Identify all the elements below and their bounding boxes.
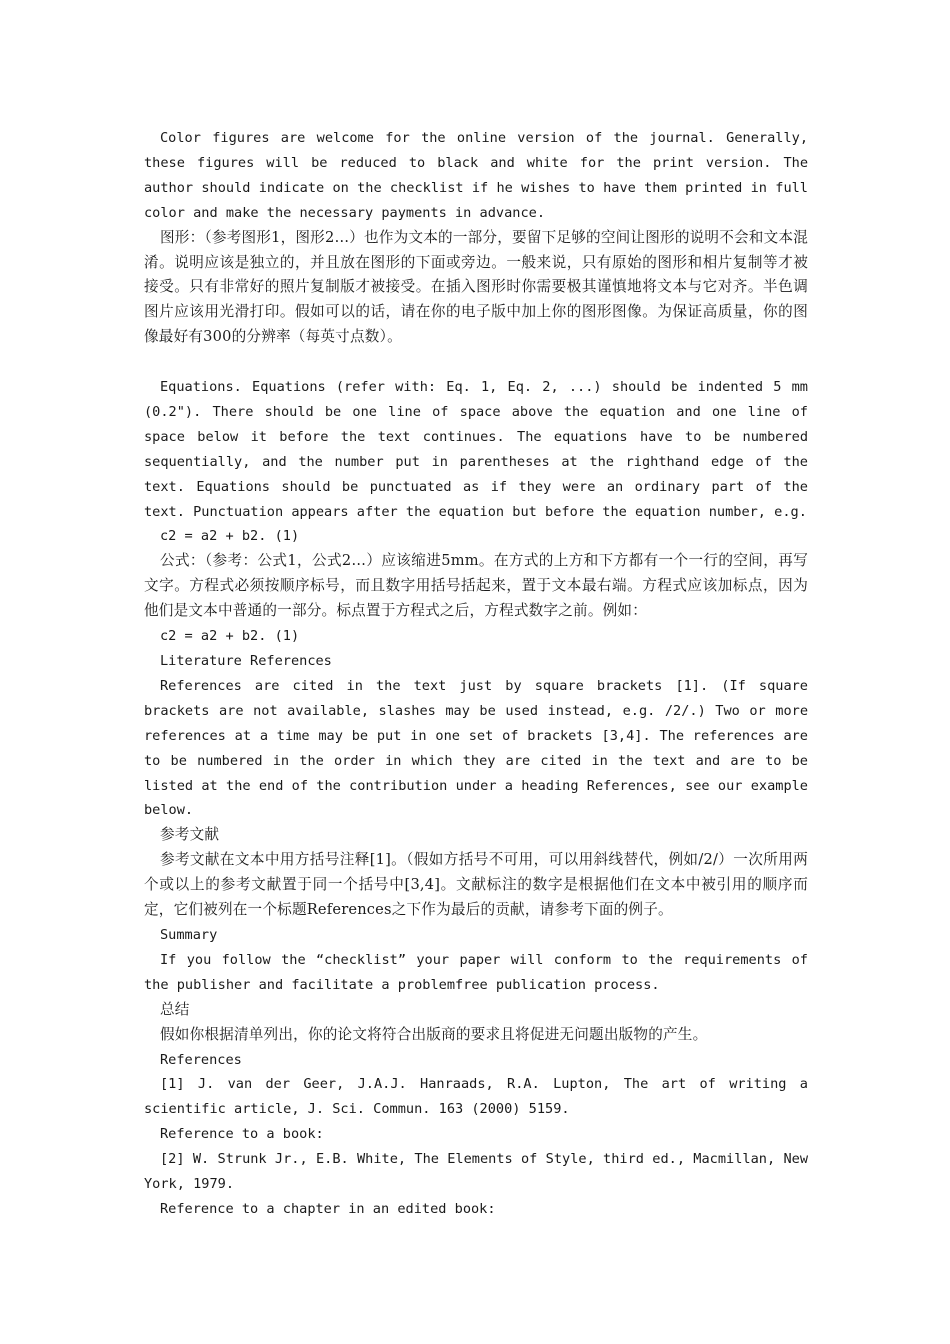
heading-references-zh: 参考文献 — [160, 826, 220, 844]
paragraph-equations: Equations. Equations (refer with: Eq. 1, Eq. 2, ...) should be indented 5 mm (0.2"). There should be one line of space above the equation and one line of space below it before the text continues. The equations have to be numbered sequentially, and the number put in parentheses at the righthand edge of the text. Equations should be punctuated as if they were an ordinary part of the text. Punctuation appears after the equation but before the equation number, e.g. — [144, 379, 808, 520]
heading-literature-references: Literature References — [160, 653, 332, 670]
equation-example-2: c2 = a2 + b2. (1) — [160, 628, 300, 645]
paragraph-color-figures: Color figures are welcome for the online version of the journal. Generally, these figures will be reduced to black and white for the print version. The author should indicate on the checklist if he wishes to have them printed in full color and make the necessary payments in advance. — [144, 130, 808, 221]
equation-example: c2 = a2 + b2. (1) — [160, 528, 300, 545]
paragraph-references-zh: 参考文献在文本中用方括号注释[1]。（假如方括号不可用，可以用斜线替代，例如/2/）一次所用两个或以上的参考文献置于同一个括号中[3,4]。文献标注的数字是根据他们在文本中被引用的顺序而定，它们被列在一个标题References之下作为最后的贡献，请参考下面的例子。 — [144, 851, 808, 919]
reference-2: [2] W. Strunk Jr., E.B. White, The Elements of Style, third ed., Macmillan, New York, 1979. — [144, 1151, 808, 1193]
heading-references: References — [160, 1051, 242, 1068]
paragraph-summary: If you follow the “checklist” your paper will conform to the requirements of the publisher and facilitate a problemfree publication process. — [144, 951, 808, 993]
label-reference-chapter: Reference to a chapter in an edited book: — [160, 1200, 496, 1217]
paragraph-equations-zh: 公式：（参考：公式1，公式2…）应该缩进5mm。在方式的上方和下方都有一个一行的空间，再写文字。方程式必须按顺序标号，而且数字用括号括起来，置于文本最右端。方程式应该加标点，因为他们是文本中普通的一部分。标点置于方程式之后，方程式数字之前。例如： — [144, 552, 808, 620]
paragraph-summary-zh: 假如你根据清单列出，你的论文将符合出版商的要求且将促进无问题出版物的产生。 — [160, 1025, 708, 1043]
label-reference-book: Reference to a book: — [160, 1126, 324, 1143]
document-body — [144, 126, 808, 1222]
paragraph-references: References are cited in the text just by square brackets [1]. (If square brackets are not available, slashes may be used instead, e.g. /2/.) Two or more references at a time may be put in one set of brackets [3,4]. The references are to be numbered in the order in which they are cited in the text and are to be listed at the end of the contribution under a heading References, see our example below. — [144, 677, 808, 819]
heading-summary-zh: 总结 — [160, 1000, 190, 1018]
heading-summary: Summary — [160, 926, 218, 943]
blank-line — [144, 350, 808, 375]
reference-1: [1] J. van der Geer, J.A.J. Hanraads, R.A. Lupton, The art of writing a scientific article, J. Sci. Commun. 163 (2000) 5159. — [144, 1076, 808, 1118]
paragraph-figures-zh: 图形：（参考图形1，图形2…）也作为文本的一部分，要留下足够的空间让图形的说明不会和文本混淆。说明应该是独立的，并且放在图形的下面或旁边。一般来说，只有原始的图形和相片复制等才被接受。只有非常好的照片复制版才被接受。在插入图形时你需要极其谨慎地将文本与它对齐。半色调图片应该用光滑打印。假如可以的话，请在你的电子版中加上你的图形图像。为保证高质量，你的图像最好有300的分辨率（每英寸点数）。 — [144, 228, 808, 346]
